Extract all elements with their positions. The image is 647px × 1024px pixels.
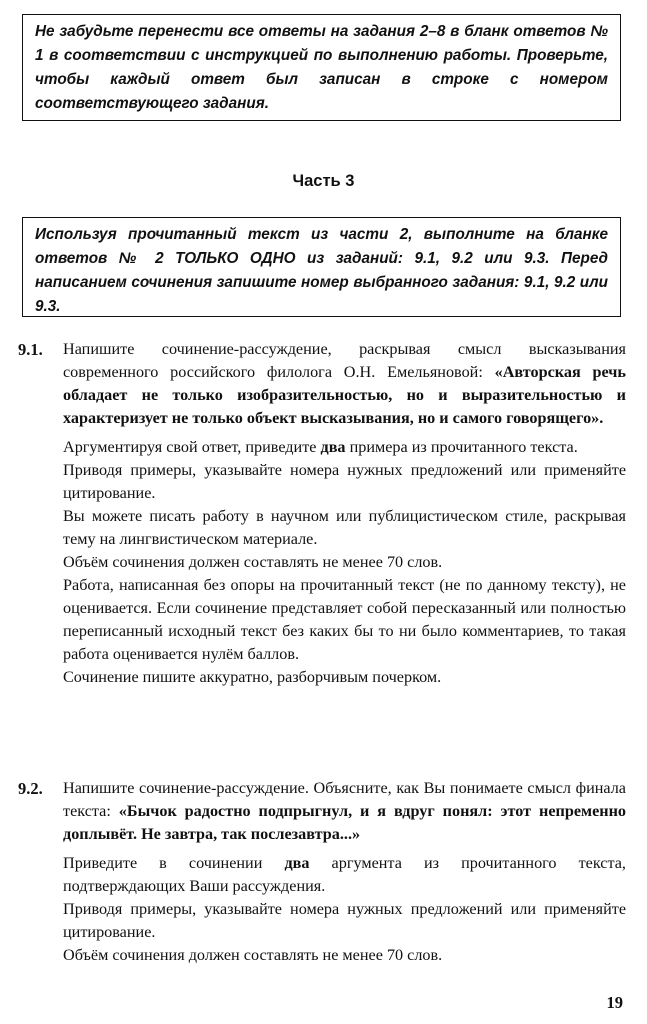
evaluation-rules: Работа, написанная без опоры на прочитанный текст (не по данному тексту), не оценивается. Если сочинение представляет собой пересказанный или полностью переписанный исходный текст без каких бы то ни было комментариев, то такая работа оценивается нулём баллов. (63, 576, 626, 663)
task-body (63, 777, 626, 967)
task-9-2 (18, 777, 626, 967)
emphasis: два (284, 854, 310, 872)
prompt-text: Напишите сочинение-рассуждение, раскрывая смысл высказывания современного российского филолога О.Н. Емельяновой: (63, 340, 626, 381)
task-body (63, 338, 626, 689)
text-part: Приведите в сочинении (63, 854, 285, 872)
task-prompt (63, 338, 626, 430)
task-prompt (63, 777, 626, 846)
part-title: Часть 3 (292, 172, 355, 190)
length-requirement: Объём сочинения должен составлять не менее 70 слов. (63, 553, 443, 571)
text-part: аргумента из прочитанного текста, подтверждающих Ваши рассуждения. (63, 854, 626, 895)
argument-requirement (63, 436, 626, 459)
instruction-box-answers (22, 14, 621, 121)
prompt-quote: «Бычок радостно подпрыгнул, и я вдруг понял: этот непременно доплывёт. Не завтра, так послезавтра...» (63, 802, 626, 843)
instruction-text: Используя прочитанный текст из части 2, выполните на бланке ответов № 2 ТОЛЬКО ОДНО из заданий: 9.1, 9.2 или 9.3. Перед написанием сочинения запишите номер выбранного задания: 9.1, 9.2 или 9.3. (35, 226, 608, 315)
task-number: 9.1. (18, 340, 43, 359)
prompt-quote: «Авторская речь обладает не только изобразительностью, но и выразительностью и характеризует не только объект высказывания, но и самого говорящего». (63, 363, 626, 427)
prompt-text: Напишите сочинение-рассуждение. Объясните, как Вы понимаете смысл финала текста: (63, 779, 626, 820)
style-note: Вы можете писать работу в научном или публицистическом стиле, раскрывая тему на лингвистическом материале. (63, 507, 626, 548)
page-number: 19 (606, 993, 623, 1012)
text-part: Аргументируя свой ответ, приведите (63, 438, 321, 456)
task-9-1 (18, 338, 626, 689)
argument-requirement (63, 852, 626, 898)
text-part: примера из прочитанного текста. (345, 438, 578, 456)
examples-requirement: Приводя примеры, указывайте номера нужных предложений или применяйте цитирование. (63, 461, 626, 502)
length-requirement: Объём сочинения должен составлять не менее 70 слов. (63, 946, 443, 964)
emphasis: два (320, 438, 346, 456)
task-number: 9.2. (18, 779, 43, 798)
examples-requirement: Приводя примеры, указывайте номера нужных предложений или применяйте цитирование. (63, 900, 626, 941)
handwriting-note: Сочинение пишите аккуратно, разборчивым почерком. (63, 668, 442, 686)
instruction-text: Не забудьте перенести все ответы на задания 2–8 в бланк ответов № 1 в соответствии с инструкцией по выполнению работы. Проверьте, чтобы каждый ответ был записан в строке с номером соответствующего задания. (35, 23, 608, 112)
instruction-box-part3 (22, 217, 621, 317)
